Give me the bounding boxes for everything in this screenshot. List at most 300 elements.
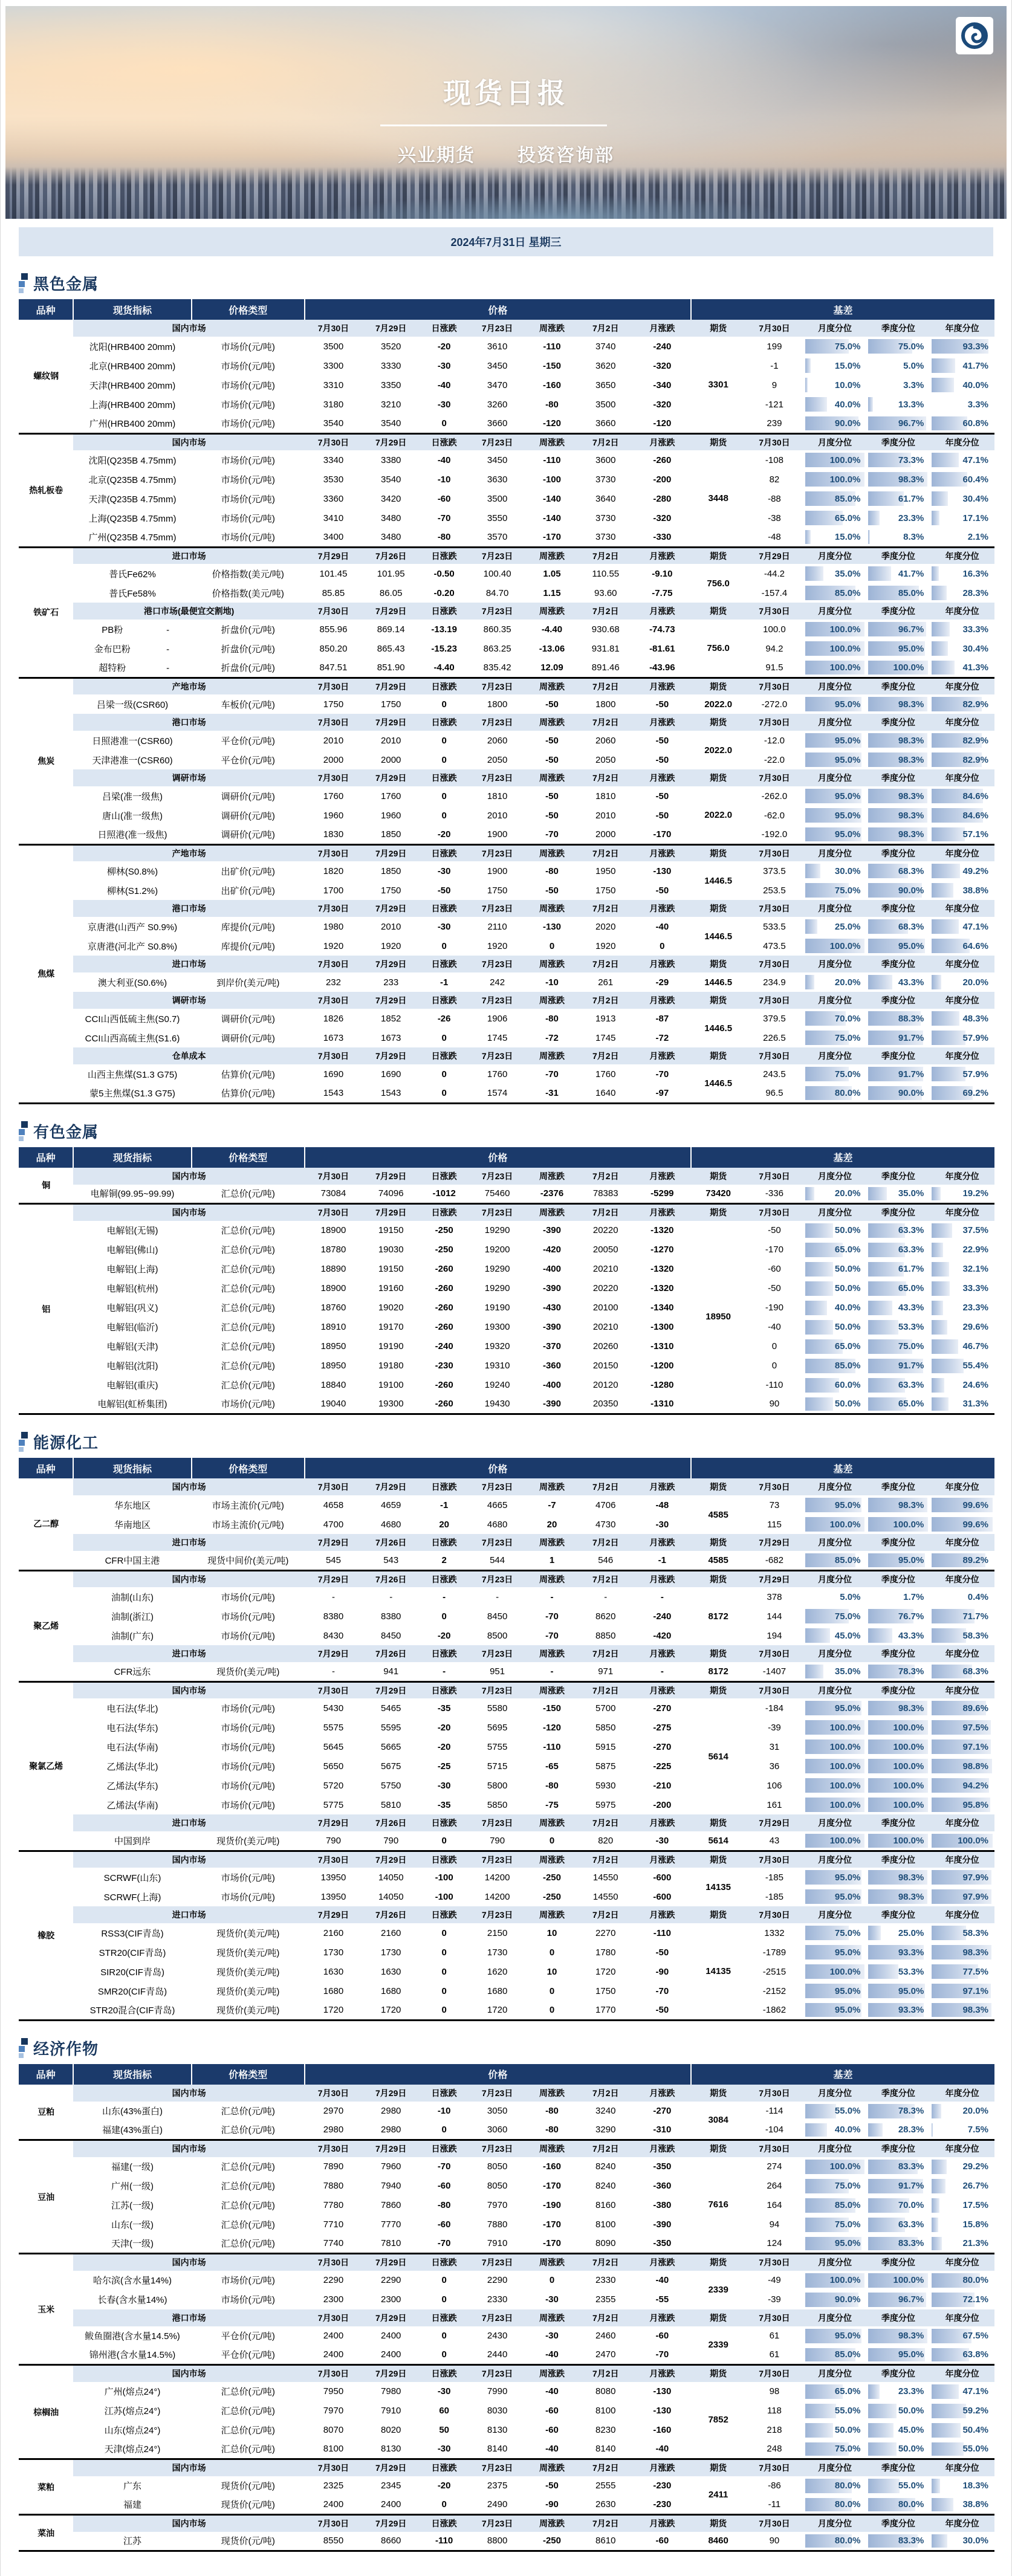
date-col-label: 周涨跌 (526, 1645, 578, 1662)
table-row (19, 1776, 994, 1795)
price-value-cell: 20350 (578, 1395, 634, 1414)
date-col-label: 月涨跌 (634, 1814, 691, 1831)
yearly-percentile-cell: 23.3% (930, 1298, 994, 1318)
market-subheader-row (19, 678, 994, 694)
date-col-label: 7月30日 (305, 2254, 362, 2271)
price-type-cell: 汇总价(元/吨) (192, 2196, 305, 2215)
basis-col-label: 月度分位 (803, 1168, 867, 1185)
quarterly-percentile-cell: 55.0% (866, 2476, 930, 2496)
price-value-cell: 860.35 (469, 620, 526, 639)
basis-col-label: 期货 (691, 844, 745, 861)
market-label: 国内市场 (73, 2365, 305, 2382)
basis-col-label: 年度分位 (930, 769, 994, 786)
change-value-cell: -1270 (634, 1240, 691, 1260)
yearly-percentile-cell: 64.6% (930, 936, 994, 956)
change-value-cell: 0 (420, 1084, 469, 1103)
change-value-cell: -35 (420, 1698, 469, 1718)
change-value-cell: -200 (634, 470, 691, 489)
yearly-percentile-cell: 24.6% (930, 1376, 994, 1395)
change-value-cell: -260 (420, 1318, 469, 1337)
quarterly-percentile-cell: 63.3% (866, 2215, 930, 2235)
table-row (19, 2235, 994, 2254)
quarterly-percentile-cell: 70.0% (866, 2196, 930, 2215)
price-value-cell: 3660 (469, 414, 526, 433)
basis-value-cell: 248 (745, 2440, 803, 2459)
price-value-cell: 18900 (305, 1221, 362, 1240)
price-value-cell: 3360 (305, 489, 362, 508)
variety-label: 铝 (19, 1204, 73, 1414)
basis-col-label: 7月30日 (745, 714, 803, 731)
date-col-label: 7月23日 (469, 1814, 526, 1831)
date-col-label: 月涨跌 (634, 1906, 691, 1923)
price-value-cell: - (469, 1587, 526, 1607)
quarterly-percentile-cell: 50.0% (866, 2440, 930, 2459)
table-row (19, 2382, 994, 2401)
basis-col-label: 季度分位 (866, 992, 930, 1009)
basis-col-label: 年度分位 (930, 2254, 994, 2271)
basis-value-cell: 124 (745, 2235, 803, 2254)
price-type-cell: 市场价(元/吨) (192, 1718, 305, 1737)
change-value-cell: -70 (634, 1064, 691, 1084)
indicator-cell: 天津(熔点24°) (73, 2440, 191, 2459)
change-value-cell: -260 (420, 1376, 469, 1395)
date-col-label: 7月23日 (469, 1534, 526, 1551)
change-value-cell: -50 (420, 881, 469, 900)
indicator-cell: 吕梁(准一级焦) (73, 786, 191, 806)
quarterly-percentile-cell: 85.0% (866, 583, 930, 603)
price-value-cell: 931.81 (578, 639, 634, 658)
date-col-label: 月涨跌 (634, 2365, 691, 2382)
basis-col-label: 月度分位 (803, 2459, 867, 2476)
price-type-cell: 现货价(元/吨) (192, 2496, 305, 2515)
price-value-cell: 7880 (469, 2215, 526, 2235)
price-value-cell: 1574 (469, 1084, 526, 1103)
quarterly-percentile-cell: 61.7% (866, 1260, 930, 1279)
market-label: 港口市场 (73, 714, 305, 731)
price-type-cell: 汇总价(元/吨) (192, 2382, 305, 2401)
change-value-cell: 0 (526, 1981, 578, 2001)
indicator-cell: 上海(HRB400 20mm) (73, 395, 191, 414)
yearly-percentile-cell: 29.2% (930, 2157, 994, 2176)
variety-label: 棕榈油 (19, 2365, 73, 2459)
date-col-label: 7月23日 (469, 1204, 526, 1221)
yearly-percentile-cell: 89.2% (930, 1551, 994, 1570)
price-value-cell: 8380 (305, 1607, 362, 1626)
price-type-cell: 汇总价(元/吨) (192, 1356, 305, 1376)
monthly-percentile-cell: 55.0% (803, 2401, 867, 2421)
price-type-cell: 到岸价(美元/吨) (192, 972, 305, 992)
change-value-cell: -260 (420, 1260, 469, 1279)
change-value-cell: 20 (420, 1515, 469, 1534)
change-value-cell: 0 (420, 1028, 469, 1047)
price-value-cell: 74096 (362, 1185, 420, 1204)
yearly-percentile-cell: 69.2% (930, 1084, 994, 1103)
change-value-cell: -50 (634, 694, 691, 714)
price-value-cell: 5915 (578, 1737, 634, 1756)
date-col-label: 月涨跌 (634, 1534, 691, 1551)
change-value-cell: -170 (526, 528, 578, 547)
price-value-cell: 8100 (305, 2440, 362, 2459)
basis-col-label: 季度分位 (866, 2085, 930, 2102)
date-col-label: 7月2日 (578, 2515, 634, 2532)
change-value-cell: -390 (634, 2215, 691, 2235)
market-label: 仓单成本 (73, 1047, 305, 1064)
indicator-cell: 天津(Q235B 4.75mm) (73, 489, 191, 508)
change-value-cell: 1.05 (526, 564, 578, 583)
yearly-percentile-cell: 58.3% (930, 1923, 994, 1943)
yearly-percentile-cell: 28.3% (930, 583, 994, 603)
indicator-cell: 电解铝(临沂) (73, 1318, 191, 1337)
price-value-cell: 8050 (469, 2176, 526, 2196)
price-value-cell: 1640 (578, 1084, 634, 1103)
date-col-label: 7月30日 (305, 844, 362, 861)
quarterly-percentile-cell: 98.3% (866, 750, 930, 769)
indicator-cell: 油制(广东) (73, 1626, 191, 1645)
basis-col-label: 月度分位 (803, 1681, 867, 1698)
data-table-3 (19, 2064, 994, 2552)
change-value-cell: -390 (526, 1279, 578, 1298)
price-value-cell: 242 (469, 972, 526, 992)
basis-value-cell: 94 (745, 2215, 803, 2235)
change-value-cell: -130 (634, 2401, 691, 2421)
market-label: 港口市场(最便宜交割地) (73, 603, 305, 620)
price-value-cell: 4680 (469, 1515, 526, 1534)
futures-price-cell: 18950 (691, 1221, 745, 1414)
date-col-label: 7月23日 (469, 956, 526, 972)
price-value-cell: 20220 (578, 1221, 634, 1240)
basis-col-label: 期货 (691, 2085, 745, 2102)
price-type-cell: 现货价(元/吨) (192, 2532, 305, 2551)
indicator-cell: 锦州港(含水量14.5%) (73, 2346, 191, 2365)
swirl-logo-icon (960, 21, 989, 50)
basis-value-cell: -110 (745, 1376, 803, 1395)
basis-col-label: 年度分位 (930, 714, 994, 731)
date-col-label: 7月26日 (362, 1906, 420, 1923)
variety-label: 乙二醇 (19, 1478, 73, 1570)
price-value-cell: 5930 (578, 1776, 634, 1795)
yearly-percentile-cell: 55.0% (930, 2440, 994, 2459)
monthly-percentile-cell: 80.0% (803, 2496, 867, 2515)
market-subheader-row (19, 769, 994, 786)
price-value-cell: 891.46 (578, 658, 634, 678)
change-value-cell: -150 (526, 1698, 578, 1718)
table-row (19, 2476, 994, 2496)
price-type-cell: 汇总价(元/吨) (192, 1221, 305, 1240)
price-value-cell: - (362, 1587, 420, 1607)
monthly-percentile-cell: 95.0% (803, 1981, 867, 2001)
basis-col-label: 期货 (691, 714, 745, 731)
change-value-cell: -150 (526, 356, 578, 375)
price-type-cell: 现货价(美元/吨) (192, 1943, 305, 1962)
price-value-cell: 20120 (578, 1376, 634, 1395)
date-col-label: 7月30日 (305, 2459, 362, 2476)
price-value-cell: 545 (305, 1551, 362, 1570)
quarterly-percentile-cell: 76.7% (866, 1607, 930, 1626)
price-type-cell: 市场价(元/吨) (192, 1756, 305, 1776)
price-value-cell: 820 (578, 1831, 634, 1851)
quarterly-percentile-cell: 91.7% (866, 1356, 930, 1376)
quarterly-percentile-cell: 53.3% (866, 1962, 930, 1981)
table-row (19, 2346, 994, 2365)
change-value-cell: -1012 (420, 1185, 469, 1204)
price-value-cell: 855.96 (305, 620, 362, 639)
basis-col-label: 季度分位 (866, 603, 930, 620)
price-value-cell: 19020 (362, 1298, 420, 1318)
basis-col-label: 月度分位 (803, 2365, 867, 2382)
date-col-label: 月涨跌 (634, 678, 691, 694)
change-value-cell: 12.09 (526, 658, 578, 678)
date-col-label: 7月2日 (578, 769, 634, 786)
price-value-cell: 847.51 (305, 658, 362, 678)
change-value-cell: -80 (526, 1776, 578, 1795)
price-value-cell: 3240 (578, 2102, 634, 2121)
price-value-cell: 5595 (362, 1718, 420, 1737)
price-type-cell: 汇总价(元/吨) (192, 2235, 305, 2254)
quarterly-percentile-cell: 78.3% (866, 1662, 930, 1681)
price-type-cell: 市场主流价(元/吨) (192, 1515, 305, 1534)
indicator-cell: SCRWF(上海) (73, 1887, 191, 1906)
basis-col-label: 年度分位 (930, 1534, 994, 1551)
basis-col-label: 年度分位 (930, 2365, 994, 2382)
yearly-percentile-cell: 98.3% (930, 2001, 994, 2020)
price-value-cell: 8430 (305, 1626, 362, 1645)
change-value-cell: -50 (634, 750, 691, 769)
price-type-cell: 市场价(元/吨) (192, 1395, 305, 1414)
table-row (19, 1495, 994, 1515)
yearly-percentile-cell: 48.3% (930, 1009, 994, 1028)
market-label: 进口市场 (73, 1814, 305, 1831)
title-divider (380, 125, 607, 126)
change-value-cell: -50 (634, 806, 691, 825)
change-value-cell: -30 (420, 2440, 469, 2459)
price-value-cell: 1780 (578, 1943, 634, 1962)
monthly-percentile-cell: 85.0% (803, 1356, 867, 1376)
table-row (19, 1868, 994, 1887)
basis-col-label: 季度分位 (866, 1814, 930, 1831)
price-value-cell: 2400 (305, 2346, 362, 2365)
variety-label: 玉米 (19, 2254, 73, 2365)
futures-price-cell: 4585 (691, 1495, 745, 1534)
price-value-cell: 3310 (305, 375, 362, 395)
basis-col-label: 季度分位 (866, 1047, 930, 1064)
market-label: 调研市场 (73, 992, 305, 1009)
price-value-cell: 3350 (362, 375, 420, 395)
price-value-cell: 543 (362, 1551, 420, 1570)
table-row (19, 620, 994, 639)
date-col-label: 7月29日 (362, 1168, 420, 1185)
basis-col-label: 7月30日 (745, 1478, 803, 1495)
price-value-cell: 14200 (469, 1887, 526, 1906)
change-value-cell: -30 (420, 356, 469, 375)
date-col-label: 7月2日 (578, 1645, 634, 1662)
col-price-type: 价格类型 (192, 2064, 305, 2085)
basis-col-label: 季度分位 (866, 714, 930, 731)
futures-price-cell: 1446.5 (691, 972, 745, 992)
price-type-cell: 汇总价(元/吨) (192, 1298, 305, 1318)
quarterly-percentile-cell: 43.3% (866, 972, 930, 992)
change-value-cell: 0 (526, 2001, 578, 2020)
price-value-cell: 2000 (578, 825, 634, 844)
indicator-cell: 广州(一级) (73, 2176, 191, 2196)
price-value-cell: 869.14 (362, 620, 420, 639)
basis-col-label: 期货 (691, 1204, 745, 1221)
yearly-percentile-cell: 47.1% (930, 917, 994, 936)
indicator-cell: 乙烯法(华南) (73, 1795, 191, 1814)
basis-col-label: 年度分位 (930, 2515, 994, 2532)
quarterly-percentile-cell: 63.3% (866, 1376, 930, 1395)
date-col-label: 月涨跌 (634, 2140, 691, 2157)
change-value-cell: 0 (420, 731, 469, 750)
price-value-cell: 851.90 (362, 658, 420, 678)
price-value-cell: 2110 (469, 917, 526, 936)
change-value-cell: -72 (526, 1028, 578, 1047)
table-row (19, 508, 994, 528)
variety-label: 聚乙烯 (19, 1570, 73, 1681)
monthly-percentile-cell: 75.0% (803, 881, 867, 900)
price-type-cell: 平仓价(元/吨) (192, 2326, 305, 2346)
yearly-percentile-cell: 82.9% (930, 731, 994, 750)
date-col-label: 7月29日 (305, 1814, 362, 1831)
change-value-cell: 0 (420, 1962, 469, 1981)
table-row (19, 2196, 994, 2215)
basis-col-label: 期货 (691, 547, 745, 564)
col-indicator: 现货指标 (73, 1147, 191, 1168)
indicator-cell: 山东(43%蛋白) (73, 2102, 191, 2121)
futures-price-cell: 5614 (691, 1831, 745, 1851)
change-value-cell: -100 (420, 1887, 469, 1906)
price-value-cell: 1950 (578, 861, 634, 881)
change-value-cell: -1320 (634, 1260, 691, 1279)
price-value-cell: 546 (578, 1551, 634, 1570)
date-col-label: 7月2日 (578, 2254, 634, 2271)
basis-value-cell: 0 (745, 1337, 803, 1356)
date-col-label: 日涨跌 (420, 1204, 469, 1221)
basis-col-label: 年度分位 (930, 1047, 994, 1064)
change-value-cell: -65 (526, 1756, 578, 1776)
market-subheader-row (19, 992, 994, 1009)
quarterly-percentile-cell: 63.3% (866, 1240, 930, 1260)
basis-col-label: 年度分位 (930, 1814, 994, 1831)
change-value-cell: - (420, 1662, 469, 1681)
indicator-cell: 山东(一级) (73, 2215, 191, 2235)
basis-col-label: 7月30日 (745, 2515, 803, 2532)
price-value-cell: 544 (469, 1551, 526, 1570)
variety-label: 聚氯乙烯 (19, 1681, 73, 1851)
basis-col-label: 月度分位 (803, 992, 867, 1009)
indicator-cell: 金布巴粉 - (73, 639, 191, 658)
date-col-label: 周涨跌 (526, 1814, 578, 1831)
price-value-cell: 19150 (362, 1221, 420, 1240)
price-value-cell: 3620 (578, 356, 634, 375)
date-col-label: 7月30日 (305, 1681, 362, 1698)
price-value-cell: 7990 (469, 2382, 526, 2401)
change-value-cell: -29 (634, 972, 691, 992)
basis-col-label: 季度分位 (866, 2309, 930, 2326)
date-col-label: 日涨跌 (420, 547, 469, 564)
date-col-label: 月涨跌 (634, 2515, 691, 2532)
basis-col-label: 期货 (691, 1047, 745, 1064)
col-price-group: 价格 (305, 1458, 691, 1478)
indicator-cell: CFR中国主港 (73, 1551, 191, 1570)
basis-col-label: 7月30日 (745, 1204, 803, 1221)
basis-value-cell: 82 (745, 470, 803, 489)
monthly-percentile-cell: 95.0% (803, 750, 867, 769)
price-value-cell: 3570 (469, 528, 526, 547)
date-col-label: 7月23日 (469, 2365, 526, 2382)
quarterly-percentile-cell: 95.0% (866, 1981, 930, 2001)
change-value-cell: -190 (526, 2196, 578, 2215)
price-type-cell: 出矿价(元/吨) (192, 861, 305, 881)
basis-col-label: 7月30日 (745, 769, 803, 786)
price-value-cell: 2355 (578, 2290, 634, 2309)
quarterly-percentile-cell: 75.0% (866, 337, 930, 356)
price-value-cell: 7860 (362, 2196, 420, 2215)
quarterly-percentile-cell: 95.0% (866, 2346, 930, 2365)
indicator-cell: 沈阳(HRB400 20mm) (73, 337, 191, 356)
basis-col-label: 期货 (691, 2515, 745, 2532)
market-subheader-row (19, 2254, 994, 2271)
date-col-label: 7月26日 (362, 1814, 420, 1831)
price-value-cell: 5720 (305, 1776, 362, 1795)
price-value-cell: 7980 (362, 2382, 420, 2401)
price-value-cell: 790 (305, 1831, 362, 1851)
change-value-cell: -1310 (634, 1395, 691, 1414)
table-row (19, 825, 994, 844)
price-value-cell: 5775 (305, 1795, 362, 1814)
change-value-cell: -50 (526, 786, 578, 806)
indicator-cell: 油制(山东) (73, 1587, 191, 1607)
price-value-cell: 3180 (305, 395, 362, 414)
basis-col-label: 月度分位 (803, 1047, 867, 1064)
yearly-percentile-cell: 55.4% (930, 1356, 994, 1376)
market-label: 国内市场 (73, 2085, 305, 2102)
price-value-cell: 1770 (578, 2001, 634, 2020)
monthly-percentile-cell: 40.0% (803, 2121, 867, 2140)
market-subheader-row (19, 1906, 994, 1923)
indicator-cell: 鲅鱼圈港(含水量14.5%) (73, 2326, 191, 2346)
change-value-cell: -40 (526, 2440, 578, 2459)
monthly-percentile-cell: 85.0% (803, 583, 867, 603)
price-value-cell: 8450 (362, 1626, 420, 1645)
date-col-label: 7月23日 (469, 1047, 526, 1064)
change-value-cell: -40 (526, 2382, 578, 2401)
indicator-cell: 哈尔滨(含水量14%) (73, 2271, 191, 2290)
change-value-cell: -420 (634, 1626, 691, 1645)
price-value-cell: 14050 (362, 1887, 420, 1906)
monthly-percentile-cell: 50.0% (803, 1318, 867, 1337)
change-value-cell: 60 (420, 2401, 469, 2421)
indicator-cell: 上海(Q235B 4.75mm) (73, 508, 191, 528)
price-type-cell: 汇总价(元/吨) (192, 2176, 305, 2196)
monthly-percentile-cell: 85.0% (803, 2196, 867, 2215)
monthly-percentile-cell: 75.0% (803, 2176, 867, 2196)
indicator-cell: 电解铝(沈阳) (73, 1356, 191, 1376)
price-type-cell: 市场价(元/吨) (192, 1737, 305, 1756)
date-col-label: 7月29日 (362, 844, 420, 861)
price-value-cell: 1750 (305, 694, 362, 714)
change-value-cell: - (526, 1587, 578, 1607)
quarterly-percentile-cell: 98.3% (866, 1698, 930, 1718)
monthly-percentile-cell: 95.0% (803, 786, 867, 806)
table-row (19, 1028, 994, 1047)
market-subheader-row (19, 1534, 994, 1551)
price-value-cell: 2400 (305, 2326, 362, 2346)
table-row (19, 2496, 994, 2515)
change-value-cell: -250 (526, 2532, 578, 2551)
change-value-cell: -50 (526, 2476, 578, 2496)
change-value-cell: 20 (526, 1515, 578, 1534)
monthly-percentile-cell: 100.0% (803, 620, 867, 639)
